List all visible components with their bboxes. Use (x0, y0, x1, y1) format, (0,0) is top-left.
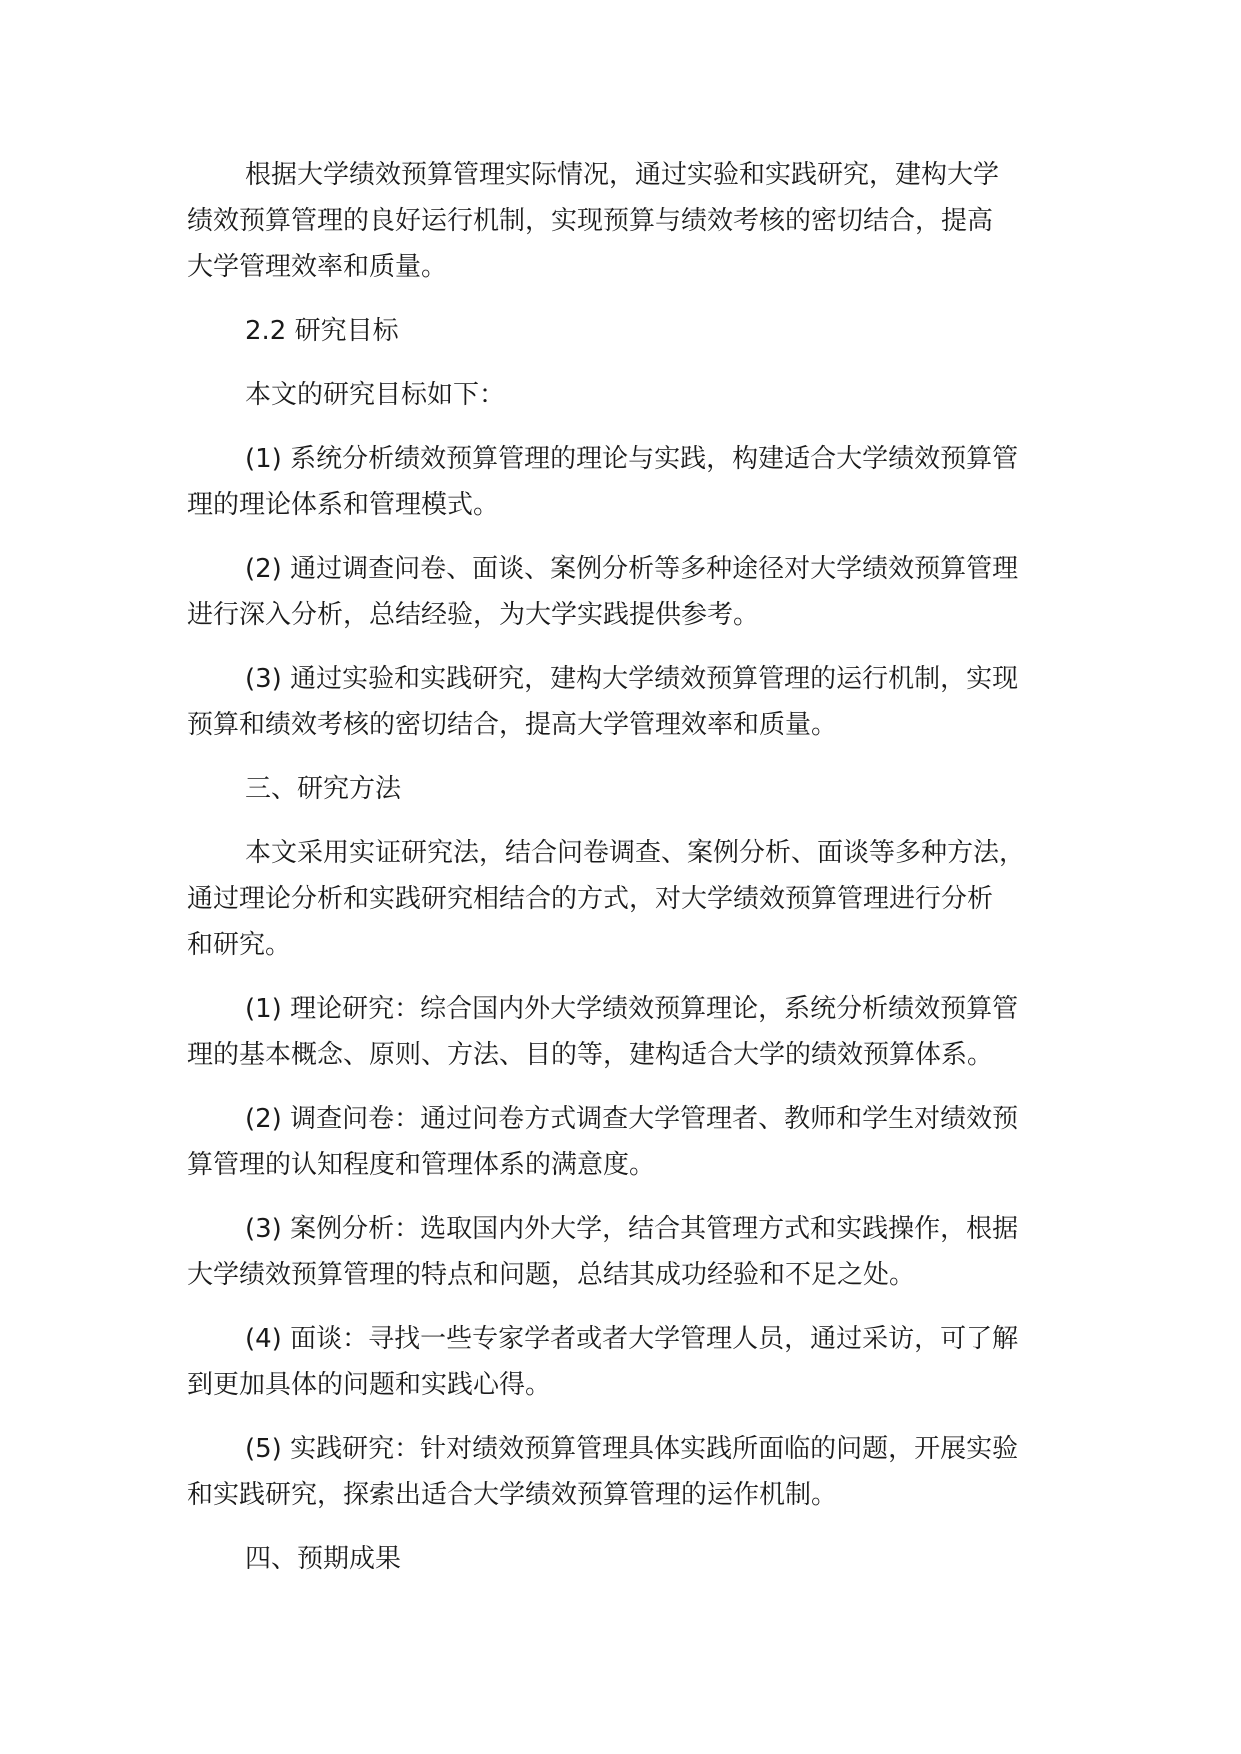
text-line: 进行深入分析，总结经验，为大学实践提供参考。 (187, 600, 760, 630)
method-item-5 (187, 1426, 1067, 1518)
text-line: 和实践研究，探索出适合大学绩效预算管理的运作机制。 (187, 1480, 838, 1510)
goal-item-2 (187, 546, 1067, 638)
text-line: 本文采用实证研究法，结合问卷调查、案例分析、面谈等多种方法， (245, 838, 1026, 868)
text-line: 和研究。 (187, 930, 292, 960)
text-line: 根据大学绩效预算管理实际情况，通过实验和实践研究，建构大学 (245, 160, 1000, 190)
section-heading-research-methods: 三、研究方法 (245, 774, 402, 804)
text-line: 预算和绩效考核的密切结合，提高大学管理效率和质量。 (187, 710, 838, 740)
text-line: 理的基本概念、原则、方法、目的等，建构适合大学的绩效预算体系。 (187, 1040, 994, 1070)
section-heading-expected-results: 四、预期成果 (245, 1544, 402, 1574)
text-line: (2) 调查问卷：通过问卷方式调查大学管理者、教师和学生对绩效预 (245, 1104, 1019, 1134)
paragraph-methods-intro (187, 830, 1067, 968)
text-line: (1) 理论研究：综合国内外大学绩效预算理论，系统分析绩效预算管 (245, 994, 1019, 1024)
text-line: (5) 实践研究：针对绩效预算管理具体实践所面临的问题，开展实验 (245, 1434, 1019, 1464)
paragraph-background-goal (187, 152, 1067, 290)
text-line: (3) 通过实验和实践研究，建构大学绩效预算管理的运行机制，实现 (245, 664, 1019, 694)
method-item-3 (187, 1206, 1067, 1298)
method-item-4 (187, 1316, 1067, 1408)
text-line: 大学绩效预算管理的特点和问题，总结其成功经验和不足之处。 (187, 1260, 916, 1290)
text-line: (4) 面谈：寻找一些专家学者或者大学管理人员，通过采访，可了解 (245, 1324, 1019, 1354)
text-line: (2) 通过调查问卷、面谈、案例分析等多种途径对大学绩效预算管理 (245, 554, 1019, 584)
paragraph-goals-intro: 本文的研究目标如下： (245, 380, 506, 410)
text-line: (1) 系统分析绩效预算管理的理论与实践，构建适合大学绩效预算管 (245, 444, 1019, 474)
text-line: 算管理的认知程度和管理体系的满意度。 (187, 1150, 656, 1180)
text-line: 到更加具体的问题和实践心得。 (187, 1370, 552, 1400)
method-item-1 (187, 986, 1067, 1078)
method-item-2 (187, 1096, 1067, 1188)
text-line: 大学管理效率和质量。 (187, 252, 448, 282)
text-line: 通过理论分析和实践研究相结合的方式，对大学绩效预算管理进行分析 (187, 884, 994, 914)
goal-item-3 (187, 656, 1067, 748)
section-heading-research-goals: 2.2 研究目标 (245, 316, 399, 346)
text-line: 绩效预算管理的良好运行机制，实现预算与绩效考核的密切结合，提高 (187, 206, 994, 236)
goal-item-1 (187, 436, 1067, 528)
text-line: 理的理论体系和管理模式。 (187, 490, 500, 520)
document-body (187, 152, 1067, 1600)
text-line: (3) 案例分析：选取国内外大学，结合其管理方式和实践操作，根据 (245, 1214, 1019, 1244)
